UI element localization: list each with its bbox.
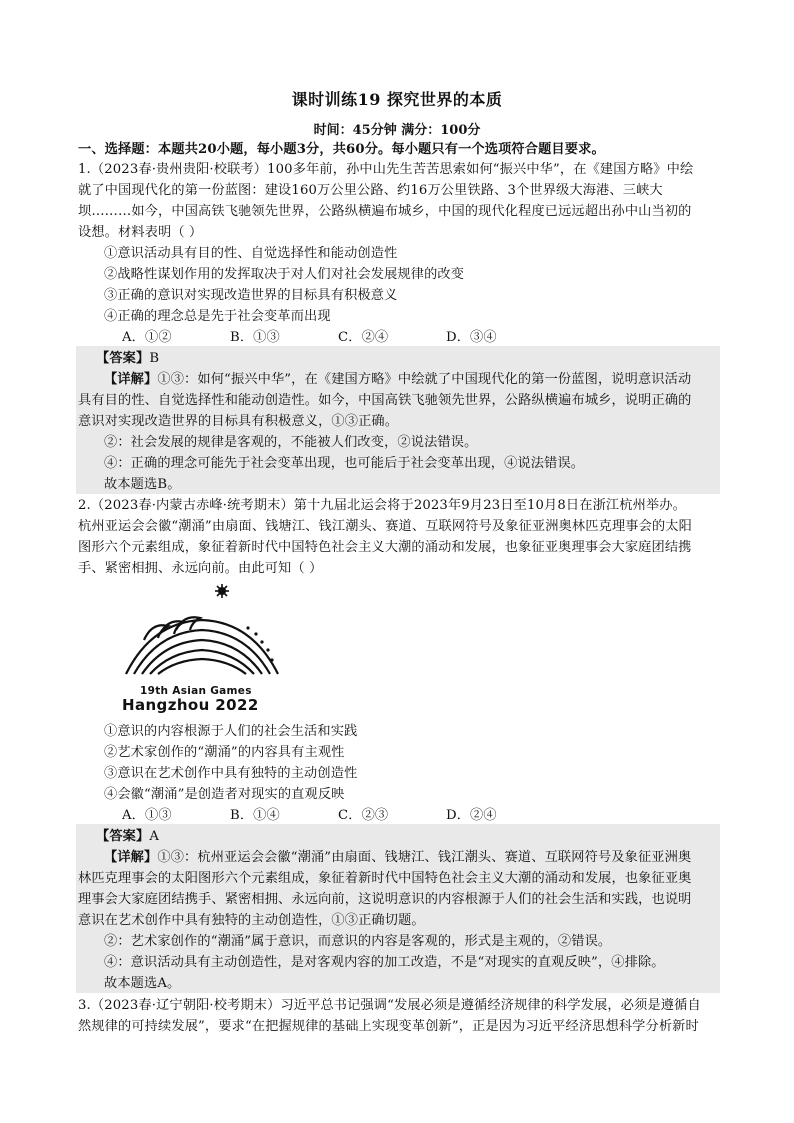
q1-stem-line: 设想。材料表明（ ）	[78, 225, 203, 240]
q2-detail-line: 林匹克理事会的太阳图形六个元素组成，象征着新时代中国特色社会主义大潮的涌动和发展，也象征亚奥	[78, 871, 692, 886]
q2-option-a: A．①③	[122, 808, 172, 823]
q2-stem-line: 图形六个元素组成，象征着新时代中国特色社会主义大潮的涌动和发展，也象征亚奥理事会大家庭团结携	[78, 540, 692, 555]
q2-detail-line: 理事会大家庭团结携手、紧密相拥、永远向前，这说明意识的内容根源于人们的社会生活和实践，也说明	[78, 892, 692, 907]
q1-detail-line: ②：社会发展的规律是客观的，不能被人们改变，②说法错误。	[104, 435, 478, 450]
q2-stem-line: 手、紧密相拥、永远向前。由此可知（ ）	[78, 561, 323, 576]
page-title: 课时训练19 探究世界的本质	[291, 90, 503, 109]
q1-detail-line: ④：正确的理念可能先于社会变革出现，也可能后于社会变革出现，④说法错误。	[104, 456, 585, 471]
section-heading: 一、选择题：本题共20小题，每小题3分，共60分。每小题只有一个选项符合题目要求。	[78, 142, 605, 157]
q1-detail-line: 故本题选B。	[104, 477, 181, 492]
q2-answer: 【答案】A	[96, 829, 160, 844]
q1-option-a: A．①②	[122, 330, 172, 345]
q2-detail-line: 故本题选A。	[104, 976, 181, 991]
q3-stem-line: 然规律的可持续发展”，要求“在把握规律的基础上实现变革创新”，正是因为习近平经济思想科学分析新时	[78, 1019, 699, 1034]
logo-caption-city: Hangzhou 2022	[122, 696, 259, 714]
q2-choice-item: ②艺术家创作的“潮涌”的内容具有主观性	[104, 745, 345, 760]
q1-detail-line: 【详解】①③：如何“振兴中华”，在《建国方略》中绘就了中国现代化的第一份蓝图，说明意识活动	[104, 372, 692, 387]
wave-dots-icon	[246, 626, 273, 661]
q2-detail-line: ④：意识活动具有主动创造性，是对客观内容的加工改造，不是“对现实的直观反映”，④排除。	[104, 955, 665, 970]
q3-stem-line: 3.（2023春·辽宁朝阳·校考期末）习近平总书记强调“发展必须是遵循经济规律的科学发展，必须是遵循自	[78, 998, 701, 1013]
logo-caption-games: 19th Asian Games	[140, 685, 252, 697]
q2-option-d: D．②④	[446, 808, 497, 823]
q1-stem-line: 1.（2023春·贵州贵阳·校联考）100多年前，孙中山先生苦苦思索如何“振兴中华”，在《建国方略》中绘	[78, 162, 694, 177]
q1-option-d: D．③④	[446, 330, 497, 345]
q1-answer: 【答案】B	[96, 351, 160, 366]
q2-options	[122, 806, 762, 826]
q1-detail-line: 具有目的性、自觉选择性和能动创造性。如今，中国高铁飞驰领先世界，公路纵横遍布城乡，说明正确的	[78, 393, 692, 408]
q2-choice-item: ①意识的内容根源于人们的社会生活和实践	[104, 724, 358, 739]
q1-options	[122, 328, 762, 348]
q1-choice-item: ③正确的意识对实现改造世界的目标具有积极意义	[104, 288, 398, 303]
q1-detail-line: 意识对实现改造世界的目标具有积极意义，①③正确。	[78, 414, 399, 429]
q1-option-b: B．①③	[230, 330, 280, 345]
sun-icon	[215, 584, 229, 598]
q2-stem-line: 2.（2023春·内蒙古赤峰·统考期末）第十九届北运会将于2023年9月23日至10月8日在浙江杭州举办。	[78, 498, 686, 513]
wave-arc-icon	[126, 617, 278, 674]
q2-option-b: B．①④	[230, 808, 280, 823]
q1-stem-line: 坝………如今，中国高铁飞驰领先世界，公路纵横遍布城乡，中国的现代化程度已远远超出孙中山当初的	[78, 204, 692, 219]
q2-option-c: C．②③	[338, 808, 389, 823]
q2-stem-line: 杭州亚运会会徽“潮涌”由扇面、钱塘江、钱江潮头、赛道、互联网符号及象征亚洲奥林匹克理事会的太阳	[78, 519, 692, 534]
exam-meta: 时间：45分钟 满分：100分	[313, 123, 481, 138]
q2-choice-item: ③意识在艺术创作中具有独特的主动创造性	[104, 766, 358, 781]
q1-choice-item: ①意识活动具有目的性、自觉选择性和能动创造性	[104, 246, 398, 261]
q1-option-c: C．②④	[338, 330, 389, 345]
q2-choice-item: ④会徽“潮涌”是创造者对现实的直观反映	[104, 787, 345, 802]
q1-choice-item: ④正确的理念总是先于社会变革而出现	[104, 309, 331, 324]
q1-choice-item: ②战略性谋划作用的发挥取决于对人们对社会发展规律的改变	[104, 267, 465, 282]
q2-detail-line: ②：艺术家创作的“潮涌”属于意识，而意识的内容是客观的，形式是主观的，②错误。	[104, 934, 612, 949]
q2-detail-line: 意识在艺术创作中具有独特的主动创造性，①③正确切题。	[78, 913, 425, 928]
q2-detail-line: 【详解】①③：杭州亚运会会徽“潮涌”由扇面、钱塘江、钱江潮头、赛道、互联网符号及象征亚洲奥	[104, 850, 692, 865]
q1-stem-line: 就了中国现代化的第一份蓝图：建设160万公里公路、约16万公里铁路、3个世界级大海港、三峡大	[78, 183, 663, 198]
